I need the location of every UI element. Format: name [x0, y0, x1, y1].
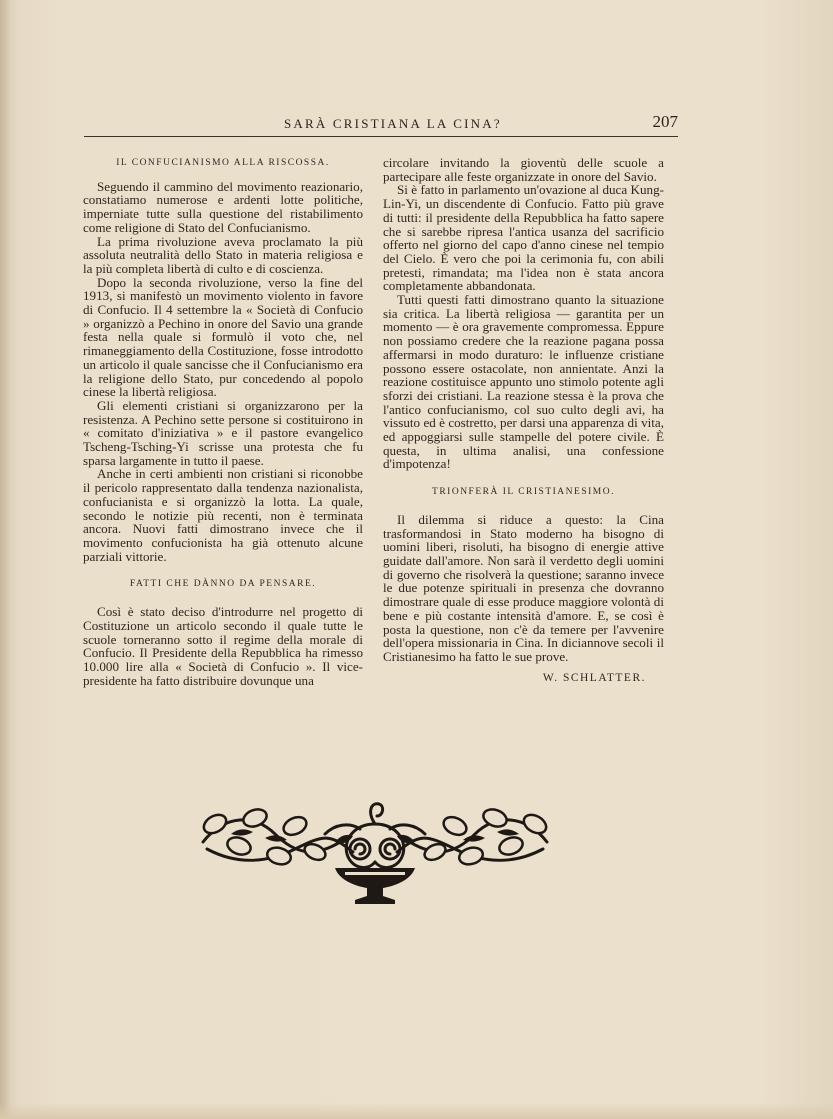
paragraph: Seguendo il cammino del movimento reazionario, constatiamo numerose e ardenti lotte politiche, imperniate tutte sulla questione del ristabilimento come religione di Stato del Confucianismo.: [83, 178, 363, 235]
section-heading-confucianismo: IL CONFUCIANISMO ALLA RISCOSSA.: [116, 158, 330, 168]
page-number: 207: [652, 112, 678, 131]
page-gutter-shadow: [0, 0, 10, 1119]
paragraph: Così è stato deciso d'introdurre nel progetto di Costituzione un articolo secondo il quale tutte le scuole torneranno sotto il regime della morale di Confucio. Il Presidente della Repubblica ha rimesso 10.000 lire alla « Società di Confucio ». Il vice-presidente ha fatto distribuire dovunque una: [83, 604, 363, 688]
paragraph: Il dilemma si riduce a questo: la Cina trasformandosi in Stato moderno ha bisogno di uomini liberi, risoluti, ha bisogno di energie attive guidate dall'amore. Non sarà il verdetto degli uomini di governo che risolverà la questione; saranno invece le due potenze spirituali in presenza che dovranno dimostrare quale di esse produce maggiore volontà di bene e più costante intensità d'amore. E, se così è posta la questione, non c'è da temere per l'avvenire dell'opera missionaria in Cina. In diciannove secoli il Cristianesimo ha fatto le sue prove.: [383, 511, 664, 664]
paragraph: La prima rivoluzione aveva proclamato la più assoluta neutralità dello Stato in materia religiosa e la più completa libertà di culto e di coscienza.: [83, 233, 363, 276]
paragraph: Si è fatto in parlamento un'ovazione al duca Kung-Lin-Yi, un discendente di Confucio. Fatto più grave di tutti: il presidente della Repubblica ha fatto sapere che si sarebbe ripresa l'antica usanza del sacrificio offerto nel giorno del capo d'anno cinese nel tempio del Cielo. È vero che poi la cerimonia fu, con abili pretesti, rimandata; ma l'idea non è stata ancora completamente abbandonata.: [383, 182, 664, 294]
paragraph: Anche in certi ambienti non cristiani si riconobbe il pericolo rappresentato dalla tendenza nazionalista, confucianista e si organizzò la lotta. La quale, secondo le notizie più recenti, non è terminata ancora. Nuovi fatti dimostrano invece che il movimento confucionista ha già ottenuto alcune parziali vittorie.: [83, 466, 363, 564]
paragraph: Gli elementi cristiani si organizzarono per la resistenza. A Pechino sette persone si costituirono in « comitato d'iniziativa » e il pastore evangelico Tscheng-Tsching-Yi scrisse una protesta che fu sparsa largamente in tutto il paese.: [83, 397, 363, 468]
paragraph: Tutti questi fatti dimostrano quanto la situazione sia critica. La libertà religiosa — garantita per un momento — è ora gravemente compromessa. Eppure non possiamo credere che la reazione pagana possa affermarsi in modo duraturo: le influenze cristiane possono essere ostacolate, non annientate. Anzi la reazione costituisce appunto uno stimolo potente agli sforzi dei cristiani. La reazione stessa è la prova che l'antico confucianismo, col suo culto degli avi, ha vissuto ed è costretto, per darsi una apparenza di vita, ed appoggiarsi sulle stampelle del potere civile. È questa, in ultima analisi, una confessione d'impotenza!: [383, 292, 664, 472]
paragraph: Dopo la seconda rivoluzione, verso la fine del 1913, si manifestò un movimento violento in favore di Confucio. Il 4 settembre la « Società di Confucio » organizzò a Pechino in onore del Savio una grande festa nella quale si formulò il voto che, nel rimaneggiamento della Costituzione, fosse introdotto un articolo il quale sancisse che il Confucianismo era la religione dello Stato, pur concedendo al popolo cinese la libertà religiosa.: [83, 274, 363, 400]
left-column: [83, 156, 363, 687]
section-heading-trionfera: TRIONFERÀ IL CRISTIANESIMO.: [432, 487, 615, 498]
author-signature: W. SCHLATTER.: [542, 671, 646, 684]
running-head: [84, 114, 678, 137]
running-title: SARÀ CRISTIANA LA CINA?: [284, 116, 502, 131]
floral-vase-ornament-icon: [195, 794, 555, 909]
section-heading-fatti: FATTI CHE DÀNNO DA PENSARE.: [129, 579, 317, 590]
page-bottom-edge: [0, 1103, 833, 1119]
paragraph-continued: circolare invitando la gioventù delle scuole a partecipare alle feste organizzate in onore del Savio.: [383, 155, 664, 184]
right-column: [383, 156, 664, 697]
